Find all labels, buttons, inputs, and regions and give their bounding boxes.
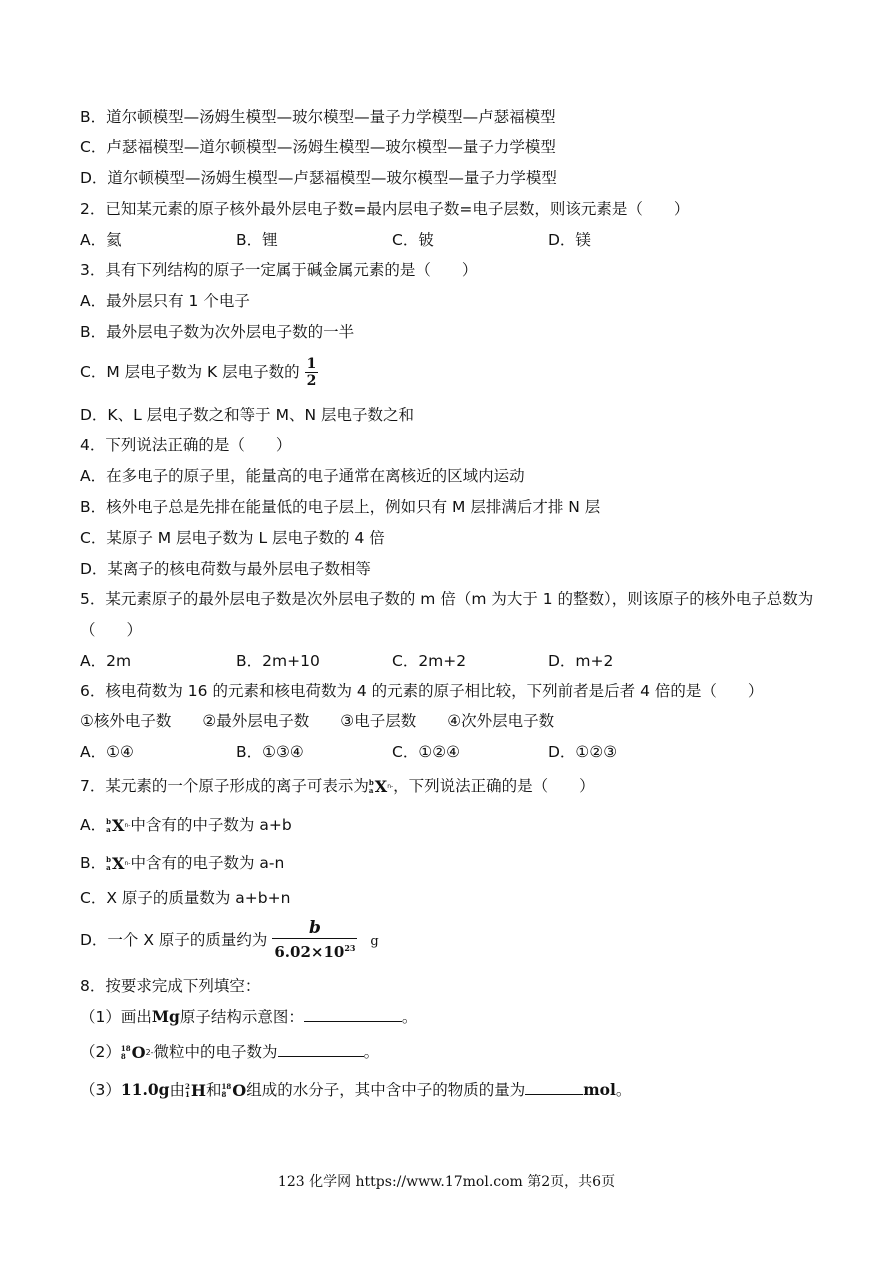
q2-option-b: B．锂 <box>236 231 278 249</box>
q7-stem-tail: ，下列说法正确的是（ ） <box>393 777 595 795</box>
mass-number: b <box>106 854 112 864</box>
option-letter: A． <box>80 816 107 834</box>
q7-option-b <box>80 853 284 874</box>
q1-option-d: D．道尔顿模型—汤姆生模型—卢瑟福模型—玻尔模型—量子力学模型 <box>80 169 557 187</box>
q5-option-c: C．2m+2 <box>392 652 467 670</box>
q1-option-b: B．道尔顿模型—汤姆生模型—玻尔模型—量子力学模型—卢瑟福模型 <box>80 108 556 126</box>
fraction-numerator: 1 <box>306 356 317 372</box>
q3-option-c-text: C．M 层电子数为 K 层电子数的 <box>80 363 300 381</box>
option-text: 中含有的中子数为 a+b <box>130 816 292 834</box>
period: 。 <box>401 1008 418 1026</box>
q5-option-a: A．2m <box>80 652 132 670</box>
period: 。 <box>615 1081 632 1099</box>
part-label: （1）画出 <box>80 1008 152 1026</box>
ion-charge: n- <box>124 860 131 867</box>
element-symbol: X <box>374 776 388 796</box>
q7-option-d-text: D．一个 X 原子的质量约为 <box>80 931 268 949</box>
q4-option-c: C．某原子 M 层电子数为 L 层电子数的 4 倍 <box>80 529 385 547</box>
atomic-number: a <box>106 862 111 872</box>
q8-part-2 <box>80 1042 379 1063</box>
ion-charge: n- <box>387 783 394 790</box>
deuterium-nuclide <box>185 1081 206 1101</box>
q3-stem: 3．具有下列结构的原子一定属于碱金属元素的是（ ） <box>80 261 478 279</box>
q5-option-d: D．m+2 <box>548 652 614 670</box>
part-text: 微粒中的电子数为 <box>153 1043 278 1061</box>
element-symbol: H <box>190 1080 206 1100</box>
q8-stem: 8．按要求完成下列填空： <box>80 977 261 995</box>
mass-number: 18 <box>221 1081 232 1091</box>
q7-stem <box>80 776 595 797</box>
denominator-base: 6.02×10 <box>274 943 345 961</box>
q8-part-1 <box>80 1007 417 1027</box>
atomic-number: a <box>106 824 111 834</box>
answer-blank[interactable] <box>304 1007 402 1022</box>
ion-nuclide-symbol <box>106 815 130 836</box>
q4-option-b: B．核外电子总是先排在能量低的电子层上，例如只有 M 层排满后才排 N 层 <box>80 498 601 516</box>
ion-nuclide-symbol <box>369 776 393 797</box>
page-footer: 123 化学网 https://www.17mol.com 第2页，共6页 <box>277 1174 616 1190</box>
period: 。 <box>363 1043 380 1061</box>
q6-items: ①核外电子数 ②最外层电子数 ③电子层数 ④次外层电子数 <box>80 712 555 730</box>
part-text: 原子结构示意图： <box>179 1008 304 1026</box>
element-symbol: O <box>131 1042 146 1062</box>
atomic-number: 1 <box>184 1089 190 1099</box>
atomic-number: a <box>368 785 374 795</box>
q7-option-a <box>80 815 292 836</box>
fraction-numerator: b <box>308 918 321 938</box>
mass-value: 11.0g <box>120 1080 170 1099</box>
ion-charge: n- <box>124 822 131 829</box>
element-symbol: Mg <box>151 1007 180 1026</box>
q3-option-d: D．K、L 层电子数之和等于 M、N 层电子数之和 <box>80 406 414 424</box>
part-label: （3） <box>80 1081 121 1099</box>
q3-option-c <box>80 354 318 390</box>
part-label: （2） <box>80 1043 121 1061</box>
q7-stem-text: 7．某元素的一个原子形成的离子可表示为 <box>80 777 369 795</box>
element-symbol: O <box>232 1080 247 1100</box>
q8-part-3 <box>80 1080 631 1101</box>
ion-nuclide-symbol <box>106 853 130 874</box>
answer-blank[interactable] <box>525 1080 583 1095</box>
one-half-fraction <box>305 356 319 389</box>
mass-number: b <box>106 816 112 826</box>
answer-blank[interactable] <box>278 1042 364 1057</box>
part-text: 由 <box>169 1081 185 1099</box>
q4-stem: 4．下列说法正确的是（ ） <box>80 436 292 454</box>
q4-option-d: D．某离子的核电荷数与最外层电子数相等 <box>80 560 371 578</box>
atomic-number: 8 <box>120 1051 126 1061</box>
atomic-number: 8 <box>221 1089 227 1099</box>
unit-label: mol <box>583 1080 616 1099</box>
mass-fraction <box>272 919 357 962</box>
part-text: 和 <box>205 1081 222 1099</box>
option-letter: B． <box>80 854 107 872</box>
mass-number: 18 <box>120 1043 131 1053</box>
denominator-exponent: 23 <box>344 943 356 953</box>
q5-option-b: B．2m+10 <box>236 652 320 670</box>
q7-option-d <box>80 918 379 964</box>
oxygen-18-nuclide <box>222 1081 247 1101</box>
element-symbol: X <box>112 853 125 873</box>
q3-option-b: B．最外层电子数为次外层电子数的一半 <box>80 323 355 341</box>
q2-option-d: D．镁 <box>548 231 591 249</box>
element-symbol: X <box>112 815 125 835</box>
q6-option-d: D．①②③ <box>548 743 618 761</box>
unit-label: g <box>370 934 379 949</box>
fraction-denominator <box>272 938 357 962</box>
q7-option-c: C．X 原子的质量数为 a+b+n <box>80 889 291 907</box>
q6-option-a: A．①④ <box>80 743 134 761</box>
q6-option-c: C．①②④ <box>392 743 461 761</box>
ion-charge: 2- <box>145 1048 154 1057</box>
q3-option-a: A．最外层只有 1 个电子 <box>80 292 250 310</box>
mass-number: 2 <box>184 1081 190 1091</box>
q2-stem: 2．已知某元素的原子核外最外层电子数=最内层电子数=电子层数，则该元素是（ ） <box>80 200 690 218</box>
q5-stem: 5．某元素原子的最外层电子数是次外层电子数的 m 倍（m 为大于 1 的整数），则该原子的核外电子总数为 <box>80 590 814 608</box>
option-text: 中含有的电子数为 a-n <box>130 854 285 872</box>
q6-option-b: B．①③④ <box>236 743 304 761</box>
q1-option-c: C．卢瑟福模型—道尔顿模型—汤姆生模型—玻尔模型—量子力学模型 <box>80 138 556 156</box>
q4-option-a: A．在多电子的原子里，能量高的电子通常在离核近的区域内运动 <box>80 467 525 485</box>
oxide-ion-nuclide <box>121 1042 154 1063</box>
part-text: 组成的水分子，其中含中子的物质的量为 <box>246 1081 526 1099</box>
q2-option-c: C．铍 <box>392 231 434 249</box>
q5-answer-paren: （ ） <box>80 621 143 639</box>
q2-option-a: A．氦 <box>80 231 122 249</box>
q6-stem: 6．核电荷数为 16 的元素和核电荷数为 4 的元素的原子相比较，下列前者是后者 4 倍的是（ ） <box>80 682 764 700</box>
mass-number: b <box>368 777 374 787</box>
fraction-denominator: 2 <box>306 373 317 389</box>
